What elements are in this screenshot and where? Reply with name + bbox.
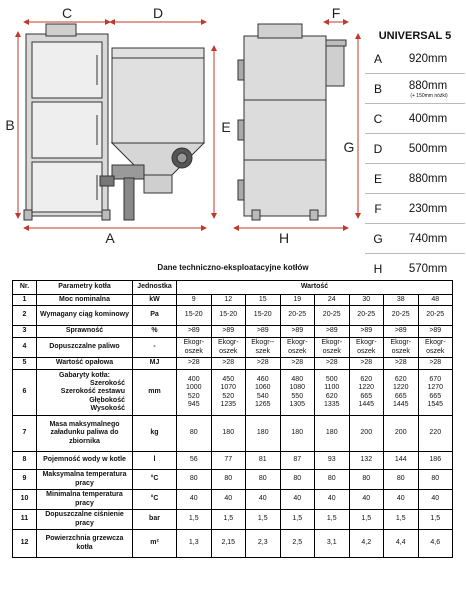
- value-cell: >28: [211, 358, 246, 370]
- row-param: Dopuszczalne paliwo: [37, 338, 133, 358]
- dimension-letter: H: [373, 261, 383, 276]
- value-cell: Ekogr-oszek: [349, 338, 384, 358]
- value-line: 540: [256, 392, 269, 400]
- value-cell: >89: [280, 326, 315, 338]
- value-line: 1070: [220, 384, 237, 392]
- dim-label-c: C: [61, 5, 73, 21]
- table-row: [13, 358, 453, 370]
- row-param: Powierzchnia grzewcza kotła: [37, 530, 133, 558]
- value-cell: [418, 370, 453, 416]
- value-line: 665: [360, 392, 373, 400]
- value-cell: 220: [418, 416, 453, 452]
- value-cell: [280, 370, 315, 416]
- table-title: Dane techniczno-eksploatacyjne kotłów: [157, 263, 309, 272]
- value-cell: >28: [315, 358, 350, 370]
- value-cell: 40: [315, 490, 350, 510]
- dim-label-b: B: [5, 117, 15, 133]
- row-number: 5: [13, 358, 37, 370]
- row-number: 9: [13, 470, 37, 490]
- header-unit: Jednostka: [133, 281, 177, 295]
- dim-label-a: A: [105, 230, 115, 246]
- dimension-value: 230mm: [408, 202, 448, 215]
- value-line: 500: [325, 376, 338, 384]
- value-cell: 48: [418, 295, 453, 306]
- header-value: Wartość: [177, 281, 453, 295]
- param-subitem: Szerokość: [89, 380, 125, 388]
- value-line: 1445: [392, 400, 409, 408]
- param-subitem: Wysokość: [90, 404, 125, 412]
- value-cell: 30: [349, 295, 384, 306]
- dimension-letter: B: [373, 81, 382, 96]
- value-cell: 40: [246, 490, 281, 510]
- value-cell: 87: [280, 452, 315, 470]
- value-cell: >89: [349, 326, 384, 338]
- dimension-value: 570mm: [408, 262, 448, 275]
- dimension-row: [365, 103, 465, 133]
- value-cell: 4,6: [418, 530, 453, 558]
- value-cell: [177, 370, 212, 416]
- row-param: [37, 370, 133, 416]
- value-line: 460: [256, 376, 269, 384]
- value-cell: 2,5: [280, 530, 315, 558]
- value-cell: 81: [246, 452, 281, 470]
- value-cell: 9: [177, 295, 212, 306]
- model-title: UNIVERSAL 5: [378, 30, 452, 42]
- header-param: Parametry kotła: [37, 281, 133, 295]
- row-unit: -: [133, 338, 177, 358]
- value-cell: Ekogr-oszek: [211, 338, 246, 358]
- dimensions-legend: [365, 28, 465, 283]
- dimension-value: 920mm: [408, 52, 448, 65]
- value-cell: 80: [384, 470, 419, 490]
- value-cell: 80: [418, 470, 453, 490]
- value-cell: >28: [349, 358, 384, 370]
- value-cell: 1,3: [177, 530, 212, 558]
- value-line: 1235: [220, 400, 237, 408]
- value-cell: 4,4: [384, 530, 419, 558]
- value-cell: Ekogr-oszek: [177, 338, 212, 358]
- dim-label-h: H: [278, 230, 290, 246]
- value-cell: >28: [177, 358, 212, 370]
- value-cell: 180: [211, 416, 246, 452]
- value-cell: 1,5: [280, 510, 315, 530]
- spec-table: [12, 280, 453, 558]
- table-row: [13, 530, 453, 558]
- value-line: 620: [360, 376, 373, 384]
- row-unit: MJ: [133, 358, 177, 370]
- value-cell: 24: [315, 295, 350, 306]
- value-cell: 4,2: [349, 530, 384, 558]
- value-cell: 80: [177, 416, 212, 452]
- row-unit: mm: [133, 370, 177, 416]
- value-cell: 40: [211, 490, 246, 510]
- row-param: Masa maksymalnego załadunku paliwa do zbiornika: [37, 416, 133, 452]
- value-cell: >89: [315, 326, 350, 338]
- table-row: [13, 306, 453, 326]
- dimension-note: (+ 150mm nóżki): [410, 93, 448, 99]
- dim-label-f: F: [331, 5, 341, 21]
- row-param: Minimalna temperatura pracy: [37, 490, 133, 510]
- dim-label-d: D: [152, 5, 164, 21]
- front-view: [24, 24, 204, 220]
- value-line: 1545: [427, 400, 444, 408]
- row-param: Moc nominalna: [37, 295, 133, 306]
- value-line: 450: [222, 376, 235, 384]
- value-line: 665: [394, 392, 407, 400]
- value-cell: 1,5: [177, 510, 212, 530]
- value-line: 1220: [392, 384, 409, 392]
- table-row: [13, 452, 453, 470]
- value-cell: 38: [384, 295, 419, 306]
- value-cell: 180: [246, 416, 281, 452]
- value-cell: 80: [177, 470, 212, 490]
- value-cell: 2,3: [246, 530, 281, 558]
- dimension-letter: E: [373, 171, 382, 186]
- table-row: [13, 490, 453, 510]
- value-cell: 80: [349, 470, 384, 490]
- value-line: 1000: [185, 384, 202, 392]
- value-cell: 1,5: [418, 510, 453, 530]
- dimension-letter: F: [374, 201, 382, 216]
- value-cell: Ekogr--szek: [246, 338, 281, 358]
- value-cell: 15-20: [246, 306, 281, 326]
- row-unit: °C: [133, 470, 177, 490]
- value-cell: Ekogr-oszek: [384, 338, 419, 358]
- value-cell: >28: [280, 358, 315, 370]
- value-cell: 2,15: [211, 530, 246, 558]
- value-cell: >89: [418, 326, 453, 338]
- table-row: [13, 295, 453, 306]
- value-cell: Ekogr-oszek: [315, 338, 350, 358]
- value-cell: 12: [211, 295, 246, 306]
- row-number: 4: [13, 338, 37, 358]
- value-line: 1270: [427, 384, 444, 392]
- value-cell: 15-20: [177, 306, 212, 326]
- table-row: [13, 416, 453, 452]
- value-cell: >89: [211, 326, 246, 338]
- row-unit: m²: [133, 530, 177, 558]
- value-line: 670: [429, 376, 442, 384]
- param-subitem: Szerokość zestawu: [60, 388, 125, 396]
- row-unit: l: [133, 452, 177, 470]
- dimension-letter: A: [373, 51, 382, 66]
- value-cell: 20-25: [384, 306, 419, 326]
- value-cell: >28: [384, 358, 419, 370]
- value-cell: 40: [418, 490, 453, 510]
- value-cell: 40: [384, 490, 419, 510]
- dimension-value: 880mm: [408, 172, 448, 185]
- value-cell: 15: [246, 295, 281, 306]
- value-cell: [246, 370, 281, 416]
- side-view: [238, 24, 346, 220]
- table-header-row: [13, 281, 453, 295]
- value-cell: 20-25: [349, 306, 384, 326]
- dimension-row: [365, 193, 465, 223]
- row-unit: bar: [133, 510, 177, 530]
- value-cell: 93: [315, 452, 350, 470]
- value-line: 480: [291, 376, 304, 384]
- value-cell: [349, 370, 384, 416]
- value-line: 1220: [358, 384, 375, 392]
- value-cell: 180: [280, 416, 315, 452]
- row-param: Wartość opałowa: [37, 358, 133, 370]
- row-unit: °C: [133, 490, 177, 510]
- row-number: 6: [13, 370, 37, 416]
- value-line: 665: [429, 392, 442, 400]
- table-row: [13, 338, 453, 358]
- table-row: [13, 326, 453, 338]
- value-cell: 200: [349, 416, 384, 452]
- param-subitem: Głębokość: [89, 396, 125, 404]
- dimension-letter: D: [373, 141, 383, 156]
- dimension-letter: C: [373, 111, 383, 126]
- value-cell: 1,5: [211, 510, 246, 530]
- value-line: 620: [394, 376, 407, 384]
- value-line: 945: [187, 400, 200, 408]
- value-cell: 1,5: [315, 510, 350, 530]
- dimension-value: 400mm: [408, 112, 448, 125]
- dimension-value: 880mm: [408, 80, 448, 92]
- row-param: Wymagany ciąg kominowy: [37, 306, 133, 326]
- row-param: Sprawność: [37, 326, 133, 338]
- dimension-row: [365, 163, 465, 193]
- value-cell: 20-25: [280, 306, 315, 326]
- value-cell: 40: [177, 490, 212, 510]
- row-number: 8: [13, 452, 37, 470]
- value-cell: 40: [280, 490, 315, 510]
- value-line: 1305: [289, 400, 306, 408]
- value-line: 520: [187, 392, 200, 400]
- value-line: 1100: [324, 384, 340, 392]
- row-param: Pojemność wody w kotle: [37, 452, 133, 470]
- value-cell: 77: [211, 452, 246, 470]
- value-cell: >89: [246, 326, 281, 338]
- dimension-row: [365, 73, 465, 103]
- value-cell: 186: [418, 452, 453, 470]
- dim-label-e: E: [221, 119, 231, 135]
- table-row: [13, 510, 453, 530]
- row-param: Dopuszczalne ciśnienie pracy: [37, 510, 133, 530]
- value-cell: 200: [384, 416, 419, 452]
- dimension-value: 740mm: [408, 232, 448, 245]
- value-cell: 180: [315, 416, 350, 452]
- row-unit: kW: [133, 295, 177, 306]
- value-cell: 80: [315, 470, 350, 490]
- value-cell: 80: [280, 470, 315, 490]
- value-cell: 1,5: [384, 510, 419, 530]
- value-cell: [211, 370, 246, 416]
- header-nr: Nr.: [13, 281, 37, 295]
- value-cell: Ekogr-oszek: [280, 338, 315, 358]
- dimension-row: [365, 133, 465, 163]
- row-unit: kg: [133, 416, 177, 452]
- value-cell: >28: [246, 358, 281, 370]
- table-row: [13, 370, 453, 416]
- value-cell: [384, 370, 419, 416]
- row-number: 11: [13, 510, 37, 530]
- value-cell: 15-20: [211, 306, 246, 326]
- value-cell: >28: [418, 358, 453, 370]
- value-line: 620: [325, 392, 338, 400]
- row-number: 7: [13, 416, 37, 452]
- value-line: 1445: [358, 400, 375, 408]
- value-line: 1080: [289, 384, 306, 392]
- value-cell: 80: [211, 470, 246, 490]
- value-cell: 56: [177, 452, 212, 470]
- value-line: 400: [187, 376, 200, 384]
- value-cell: 3,1: [315, 530, 350, 558]
- row-unit: Pa: [133, 306, 177, 326]
- dim-label-g: G: [343, 139, 355, 155]
- row-number: 1: [13, 295, 37, 306]
- value-cell: Ekogr-oszek: [418, 338, 453, 358]
- row-number: 3: [13, 326, 37, 338]
- value-cell: 1,5: [349, 510, 384, 530]
- dimension-letter: G: [373, 231, 383, 246]
- value-line: 550: [291, 392, 304, 400]
- row-number: 10: [13, 490, 37, 510]
- row-number: 2: [13, 306, 37, 326]
- value-cell: 19: [280, 295, 315, 306]
- dimension-row: [365, 223, 465, 253]
- value-line: 1060: [254, 384, 271, 392]
- value-cell: 20-25: [418, 306, 453, 326]
- value-cell: 144: [384, 452, 419, 470]
- value-cell: 80: [246, 470, 281, 490]
- value-cell: 20-25: [315, 306, 350, 326]
- value-line: 1335: [323, 400, 340, 408]
- value-line: 520: [222, 392, 235, 400]
- param-heading: Gabaryty kotła:: [59, 371, 110, 379]
- value-cell: >89: [177, 326, 212, 338]
- value-cell: 132: [349, 452, 384, 470]
- row-number: 12: [13, 530, 37, 558]
- row-unit: %: [133, 326, 177, 338]
- dimension-value: 500mm: [408, 142, 448, 155]
- row-param: Maksymalna temperatura pracy: [37, 470, 133, 490]
- dimension-row: [365, 44, 465, 73]
- value-cell: 1,5: [246, 510, 281, 530]
- table-row: [13, 470, 453, 490]
- value-cell: [315, 370, 350, 416]
- value-cell: 40: [349, 490, 384, 510]
- value-cell: >89: [384, 326, 419, 338]
- value-line: 1265: [254, 400, 271, 408]
